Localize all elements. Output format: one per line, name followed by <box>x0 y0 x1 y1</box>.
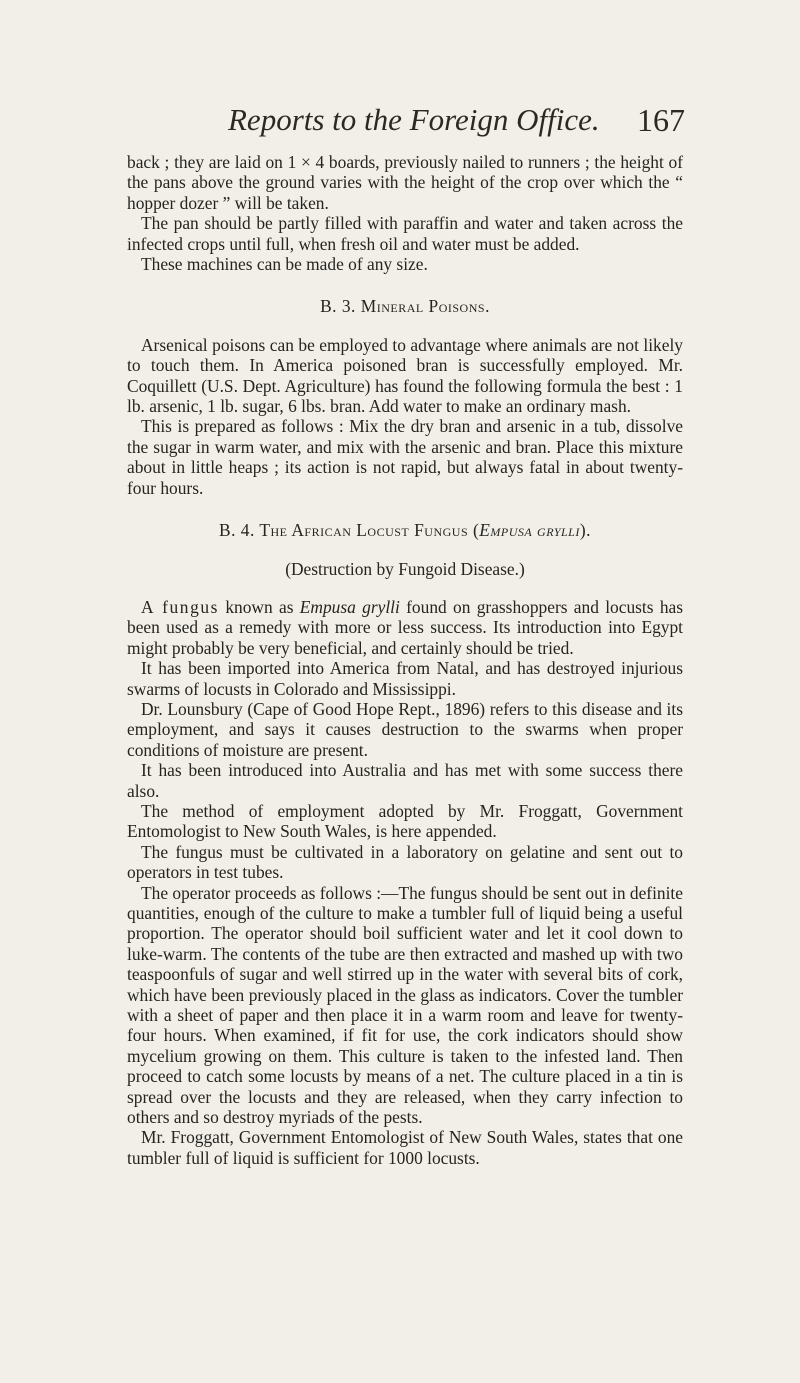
paragraph: The pan should be partly filled with paraffin and water and taken across the infected crops until full, when fresh oil and water must be added. <box>127 213 683 254</box>
running-title: Reports to the Foreign Office. <box>228 102 600 137</box>
paragraph: It has been imported into America from Natal, and has destroyed injurious swarms of locusts in Colorado and Mississippi. <box>127 658 683 699</box>
section-subtitle: (Destruction by Fungoid Disease.) <box>285 558 525 579</box>
paragraph: This is prepared as follows : Mix the dry bran and arsenic in a tub, dissolve the sugar in warm water, and mix with the arsenic and bran. Place this mixture about in little heaps ; its action is not rapid, but always fatal in about twenty-four hours. <box>127 416 683 498</box>
section-heading-african-locust-fungus <box>127 520 683 540</box>
paragraph: The operator proceeds as follows :—The fungus should be sent out in definite quantities, enough of the culture to make a tumbler full of liquid being a useful proportion. The operator should boil sufficient water and let it cool down to luke-warm. The contents of the tube are then extracted and mashed up with two teaspoonfuls of sugar and well stirred up in the water with several bits of cork, which have been previously placed in the glass as indicators. Cover the tumbler with a sheet of paper and then place it in a warm room and leave for twenty-four hours. When examined, if fit for use, the cork indicators should show mycelium growing on them. This culture is taken to the infested land. Then proceed to catch some locusts by means of a net. The culture placed in a tin is spread over the locusts and they are released, when they carry infection to others and so destroy myriads of the pests. <box>127 882 683 1128</box>
paragraph: The method of employment adopted by Mr. Froggatt, Government Entomologist to New South Wales, is here appended. <box>127 800 683 842</box>
running-header <box>0 100 800 140</box>
paragraph <box>127 597 683 658</box>
heading-text: ). <box>579 520 591 541</box>
paragraph-text: found on grasshoppers and locusts has been used as a remedy with more or less success. Its introduction into Egypt might probably be very beneficial, and certainly should be tried. <box>127 596 684 658</box>
heading-species-name: Empusa grylli <box>479 520 580 541</box>
paragraph: The fungus must be cultivated in a laboratory on gelatine and sent out to operators in test tubes. <box>127 841 683 883</box>
page-number: 167 <box>637 102 685 138</box>
heading-text: B. 4. The African Locust Fungus ( <box>219 520 480 541</box>
spaced-lead-words: A fungus <box>141 596 220 617</box>
paragraph: Arsenical poisons can be employed to advantage where animals are not likely to touch them. In America poisoned bran is successfully employed. Mr. Coquillett (U.S. Dept. Agriculture) has found the following formula the best : 1 lb. arsenic, 1 lb. sugar, 6 lbs. bran. Add water to make an ordinary mash. <box>127 334 683 417</box>
paragraph: back ; they are laid on 1 × 4 boards, previously nailed to runners ; the height of the pans above the ground varies with the height of the crop over which the “ hopper dozer ” will be taken. <box>127 152 683 213</box>
page-body <box>127 152 683 1168</box>
paragraph: It has been introduced into Australia and has met with some success there also. <box>127 760 683 801</box>
paragraph: These machines can be made of any size. <box>141 254 428 275</box>
species-name: Empusa grylli <box>299 596 400 617</box>
paragraph: Dr. Lounsbury (Cape of Good Hope Rept., 1896) refers to this disease and its employment, and says it causes destruction to the swarms when proper conditions of moisture are present. <box>127 698 683 760</box>
section-heading-mineral-poisons: B. 3. Mineral Poisons. <box>320 296 490 317</box>
paragraph-text: known as <box>219 596 300 617</box>
paragraph: Mr. Froggatt, Government Entomologist of New South Wales, states that one tumbler full of liquid is sufficient for 1000 locusts. <box>127 1127 683 1168</box>
